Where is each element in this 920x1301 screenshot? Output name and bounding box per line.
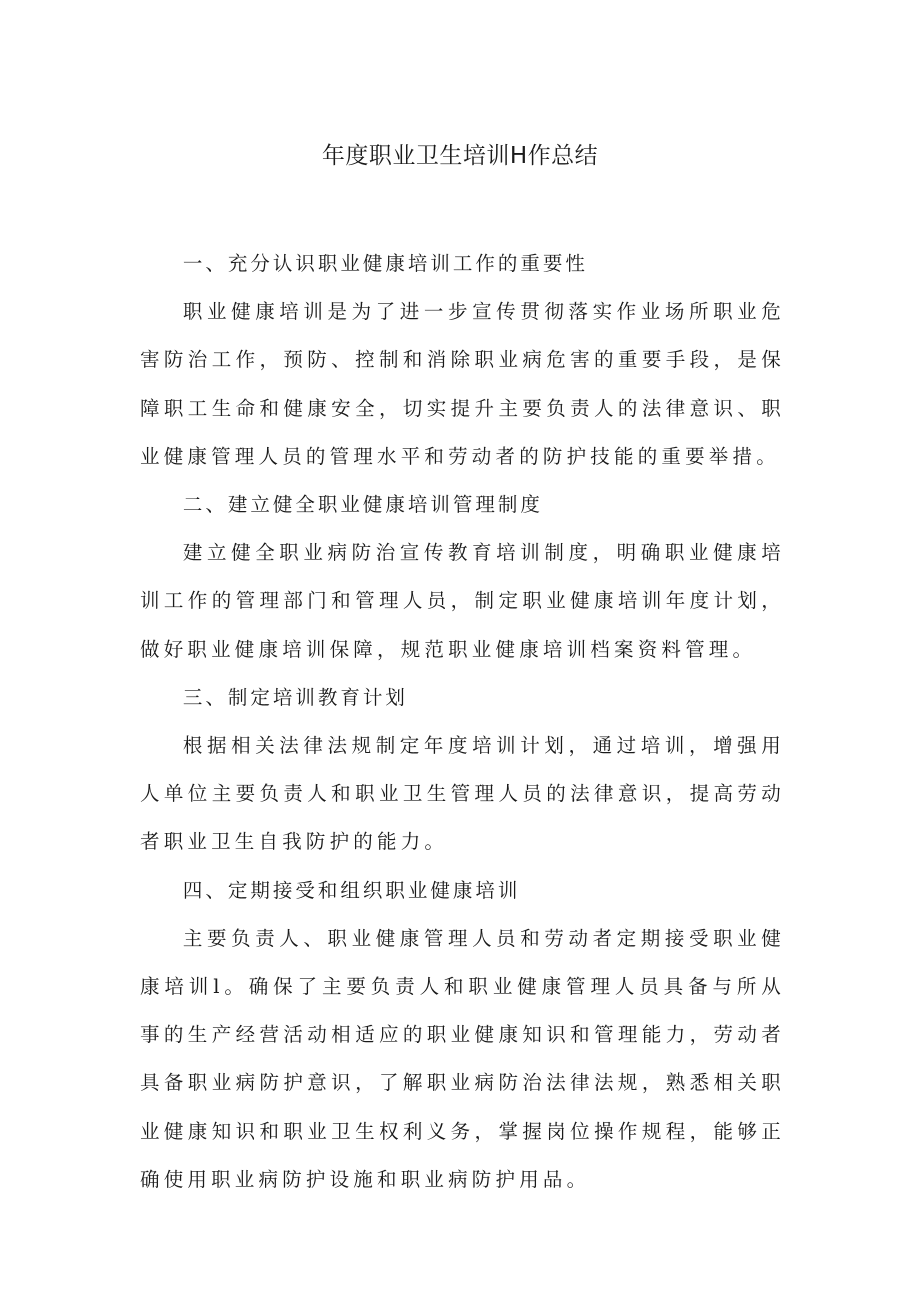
section-4-paragraph: 主要负责人、职业健康管理人员和劳动者定期接受职业健康培训l。确保了主要负责人和职业健康管理人员具备与所从事的生产经营活动相适应的职业健康知识和管理能力，劳动者具备职业病防护意识，了解职业病防治法律法规，熟悉相关职业健康知识和职业卫生权利义务，掌握岗位操作规程，能够正确使用职业病防护设施和职业病防护用品。: [140, 926, 785, 1191]
section-3-heading: 三、制定培训教育计划: [182, 685, 408, 709]
section-4-heading: 四、定期接受和组织职业健康培训: [182, 878, 521, 902]
section-3-paragraph: 根据相关法律法规制定年度培训计划，通过培训，增强用人单位主要负责人和职业卫生管理人员的法律意识，提高劳动者职业卫生自我防护的能力。: [140, 734, 785, 854]
document-body: [140, 240, 785, 1204]
document-title: 年度职业卫生培训H作总结: [321, 143, 599, 169]
section-1-paragraph: 职业健康培训是为了进一步宣传贯彻落实作业场所职业危害防治工作，预防、控制和消除职业病危害的重要手段，是保障职工生命和健康安全，切实提升主要负责人的法律意识、职业健康管理人员的管理水平和劳动者的防护技能的重要举措。: [140, 300, 785, 468]
section-2-paragraph: 建立健全职业病防治宣传教育培训制度，明确职业健康培训工作的管理部门和管理人员，制定职业健康培训年度计划，做好职业健康培训保障，规范职业健康培训档案资料管理。: [140, 541, 785, 661]
section-1-heading: 一、充分认识职业健康培训工作的重要性: [182, 252, 588, 275]
section-2-heading: 二、建立健全职业健康培训管理制度: [182, 493, 543, 517]
